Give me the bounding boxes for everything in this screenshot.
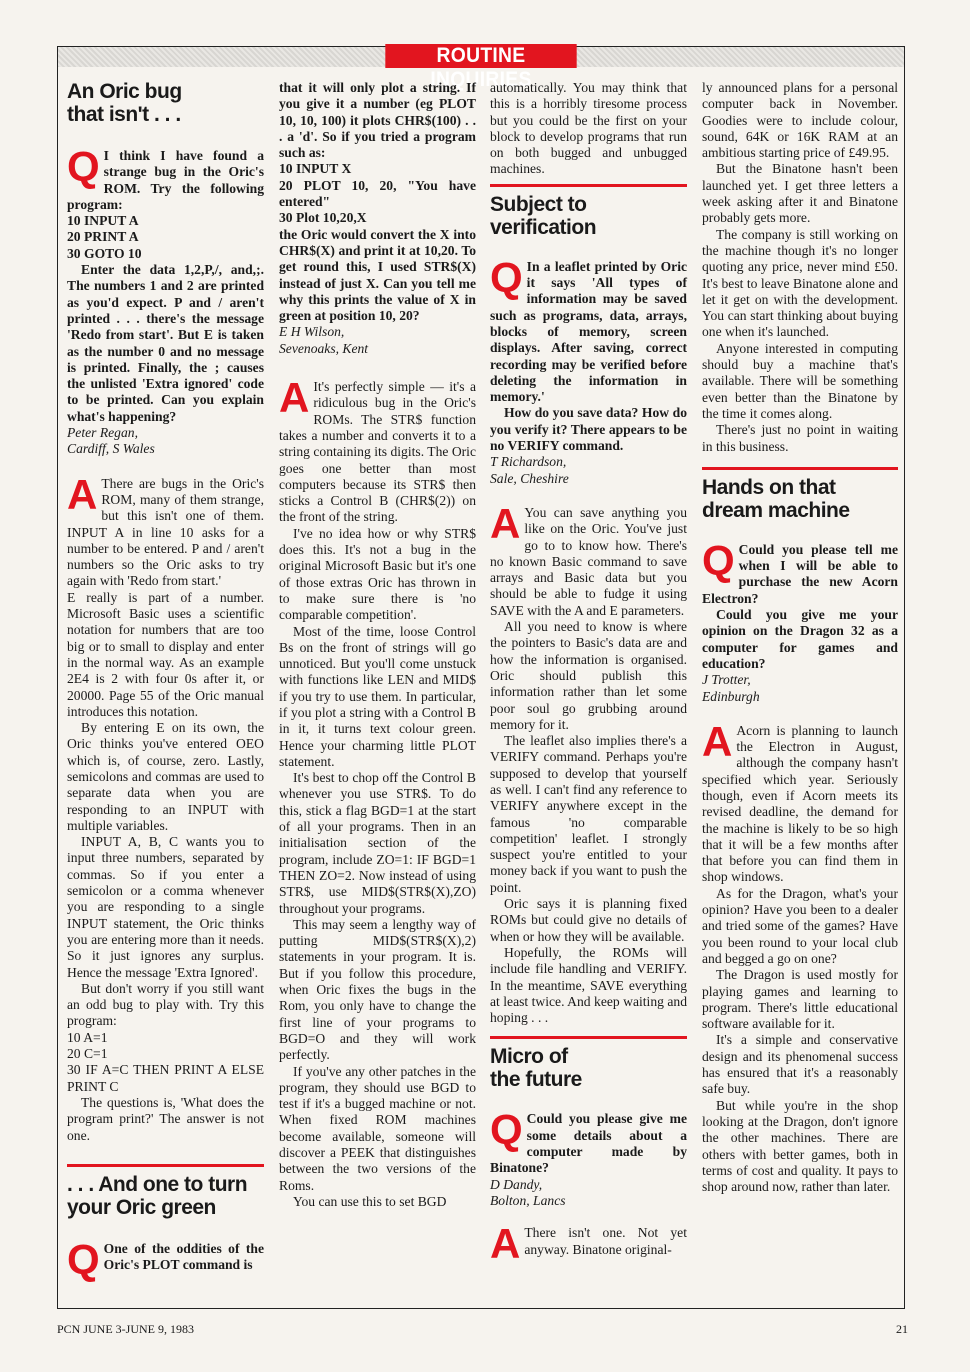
signature: Sale, Cheshire [490,470,569,486]
answer-text: automatically. You may think that this is a horribly tiresome process but you could be the first on your block to develop programs that run on both bugged and unbugged machines. [490,80,687,177]
answer-text: If you've any other patches in the program, they should use BGD to test if it's a bugged machine or not. When fixed ROM machines become available, someone will discover a PEEK that distinguishes between the two versions of the Roms. [279,1063,476,1193]
question-text: Could you please tell me when I will be able to purchase the new Acorn Electron? [702,541,898,606]
question-text: the Oric would convert the X into CHR$(X) and print it at 10,20. To get round this, I used STR$(X) instead of just X. Can you tell me why this prints the value of X in green at position 10, 20? [279,226,476,324]
answer-text: But the Binatone hasn't been launched yet. I get three letters a week asking after it and Binatone probably gets more. [702,161,898,226]
a-initial: A [490,499,521,547]
q-initial: Q [67,1235,100,1283]
answer-text: There's just no point in waiting in this business. [702,422,898,454]
answer-text: It's best to chop off the Control B whenever you use STR$. To do this, stick a flag BGD=1 at the start of all your programs. Then in an initialisation section of the program, include ZO=1: IF BGD=1 THEN ZO=2. Now instead of using STR$, use MID$(STR$(X),ZO) throughout your programs. [279,770,476,916]
section-divider [702,467,898,470]
headline-verification: Subject to verification [490,192,597,239]
column-4 [702,80,898,1195]
answer-text: The company is still working on the machine though it's no longer quoting any price, never mind £50. It's best to leave Binatone alone and let it get on with the development. You can start thinking about buying one when it's launched. [702,226,898,340]
answer-text: This may seem a lengthy way of putting MID$(STR$(X),2) statements in your program. It is. But if you follow this procedure, when Oric fixes the bugs in the Rom, you only have to change the first line of your programs to BGD=O and they will work perfectly. [279,916,476,1063]
signature: T Richardson, [490,454,567,470]
answer-text: I've no idea how or why STR$ does this. It's not a bug in the original Microsoft Basic but it's one of those extras Oric has thrown in to make sure there is 'no comparable competition'. [279,525,476,623]
q-initial: Q [702,536,735,584]
answer-text: You can save anything you like on the Oric. You've just go to to know how. There's no known Basic command to save arrays and Basic data but you should be able to fudge it using SAVE with the A and E parameters. [490,504,687,618]
signature: J Trotter, [702,672,751,688]
column-2 [279,80,476,1210]
code-line: 20 PLOT 10, 20, "You have entered" [279,177,476,210]
answer-text: Anyone interested in computing should buy a machine that's available. There will be something even better than the Binatone by the time it comes along. [702,340,898,421]
signature: Sevenoaks, Kent [279,340,369,356]
signature: E H Wilson, [279,324,345,340]
question-text: that it will only plot a string. If you give it a number (eg PLOT 10, 10, 100) it plots CHR$(100) . . . a 'd'. So if you tried a program such as: [279,80,476,161]
question-text: In a leaflet printed by Oric it says 'All types of information may be saved such as programs, data, arrays, blocks of memory, screen displays. After saving, correct recording may be verified before deleting the information in memory.' [490,258,687,405]
question-text: I think I have found a strange bug in the Oric's ROM. Try the following program: [67,148,264,212]
answer-text: E really is part of a number. Microsoft Basic uses a scientific notation for numbers that are too big or to small to display and enter in the normal way. As an example 2E4 is 2 with four 0s after it, or 20000. Page 55 of the Oric manual introduces this notation. [67,589,264,719]
question-text: One of the oddities of the Oric's PLOT command is [103,1240,264,1273]
footer-page-number: 21 [896,1322,908,1336]
question-text: Could you please give me some details about a computer made by Binatone? [490,1111,687,1176]
headline-oric-bug: An Oric bug that isn't . . . [67,80,182,126]
answer-text: INPUT A, B, C wants you to input three numbers, separated by commas. So if you enter a semicolon or a comma whenever you are responding to a single INPUT statement, the Oric thinks you are entering more than it needs. So it just ignores any surplus. Hence the message 'Extra Ignored'. [67,834,264,980]
q-initial: Q [490,253,523,301]
signature: Edinburgh [702,688,760,704]
a-initial: A [490,1220,521,1268]
answer-text: By entering E on its own, the Oric thinks you've entered OEO which is, of course, zero. Lastly, semicolons and commas are used to separate data when you are responding to an INPUT with multiple variables. [67,720,264,833]
answer-text: As for the Dragon, what's your opinion? Have you been to a dealer and tried some of the games? Have you been round to your local club and begged a go on one? [702,885,898,966]
section-divider [67,1164,264,1167]
code-line: 30 IF A=C THEN PRINT A ELSE PRINT C [67,1062,264,1094]
question-text: Could you give me your opinion on the Dragon 32 as a computer for games and education? [702,607,898,671]
code-line: 20 PRINT A [67,229,139,245]
answer-text: You can use this to set BGD [293,1193,447,1209]
headline-oric-green: . . . And one to turn your Oric green [67,1172,248,1219]
code-line: 10 INPUT X [279,161,352,177]
code-line: 30 GOTO 10 [67,245,142,261]
code-line: 20 C=1 [67,1046,108,1062]
signature: D Dandy, [490,1176,543,1192]
code-line: 10 A=1 [67,1029,108,1045]
question-text: How do you save data? How do you verify it? There appears to be no VERIFY command. [490,405,687,454]
answer-text: Most of the time, loose Control Bs on the front of strings will go unnoticed. But you'll come unstuck with functions like LEN and MID$ if you try to use them. In particular, if you plot a string with a Control B in it, it turns text colour green. Hence your charming little PLOT statement. [279,623,476,769]
a-initial: A [67,470,98,518]
answer-text: Oric says it is planning fixed ROMs but could give no details of when or how they will be available. [490,896,687,944]
answer-text: ly announced plans for a personal computer back in November. Goodies were to include colour, sound, 64K or 16K RAM at an ambitious starting price of £49.95. [702,80,898,161]
answer-text: It's a simple and conservative design and its phenomenal success has ensured that it's a reasonably safe buy. [702,1032,898,1097]
signature: Bolton, Lancs [490,1192,566,1208]
answer-text: There isn't one. Not yet anyway. Binatone original- [524,1225,687,1257]
a-initial: A [702,717,733,765]
answer-text: But while you're in the shop looking at the Dragon, don't ignore the other machines. There are others with better games, both in terms of cost and quality. It pays to shop around now, rather than later. [702,1097,898,1195]
answer-text: The leaflet also implies there's a VERIFY command. Perhaps you're supposed to develop that yourself as well. I can't find any reference to VERIFY anywhere except in the famous 'no comparable competition' leaflet. I strongly suspect you're entitled to your money back if you want to push the point. [490,733,687,895]
code-block [67,213,264,262]
answer-text: There are bugs in the Oric's ROM, many of them strange, but this isn't one of them. INPUT A in line 10 asks for a number to be entered. P and / aren't numbers so the Oric asks to try again with 'Redo from start.' [67,475,264,589]
answer-text: All you need to know is where the pointers to Basic's data are and how the information is organised. Oric should publish this information rather than let some poor soul go grubbing around memory for it. [490,619,687,732]
code-line: 30 Plot 10,20,X [279,210,367,226]
answer-text: The questions is, 'What does the program print?' The answer is not one. [67,1094,264,1143]
headline-micro-future: Micro of the future [490,1045,582,1092]
footer-issue: PCN JUNE 3-JUNE 9, 1983 [57,1322,195,1336]
column-3 [490,80,687,1268]
q-initial: Q [67,143,100,190]
answer-text: But don't worry if you still want an odd bug to play with. Try this program: [67,980,264,1029]
headline-dream-machine: Hands on that dream machine [702,475,850,522]
a-initial: A [279,374,310,422]
section-banner: ROUTINE INQUIRIES [385,44,576,68]
signature: Cardiff, S Wales [67,441,155,457]
q-initial: Q [490,1106,523,1154]
answer-text: Acorn is planning to launch the Electron in August, although the company hasn't specified which year. Seriously though, even if Acorn meets its revised deadline, the demand for the machine is likely to be so high that it will be a few months after that before you can find them in shop windows. [702,722,898,885]
section-divider [490,184,687,187]
answer-text: The Dragon is used mostly for playing games and learning to program. There's little educational software available for it. [702,967,898,1032]
code-line: 10 INPUT A [67,213,139,229]
section-divider [490,1036,687,1039]
answer-text: Hopefully, the ROMs will include file handling and VERIFY. In the meantime, SAVE everything at least twice. And keep waiting and hoping . . . [490,944,687,1026]
answer-text: It's perfectly simple — it's a ridiculous bug in the Oric's ROMs. The STR$ function takes a number and converts it to a string containing its digits. The Oric goes one better than most computers because its STR$ then sticks a Control B (CHR$(2)) on the front of the string. [279,379,476,525]
question-text: Enter the data 1,2,P,/, and,;. The numbers 1 and 2 are printed as you'd expect. P and / aren't printed . . . there's the message 'Redo from start'. But E is taken as the number 0 and no message is printed. Finally, the ; causes the unlisted 'Extra ignored' code to be printed. Can you explain what's happening? [67,262,264,424]
signature: Peter Regan, [67,425,138,441]
column-1 [67,80,264,1283]
